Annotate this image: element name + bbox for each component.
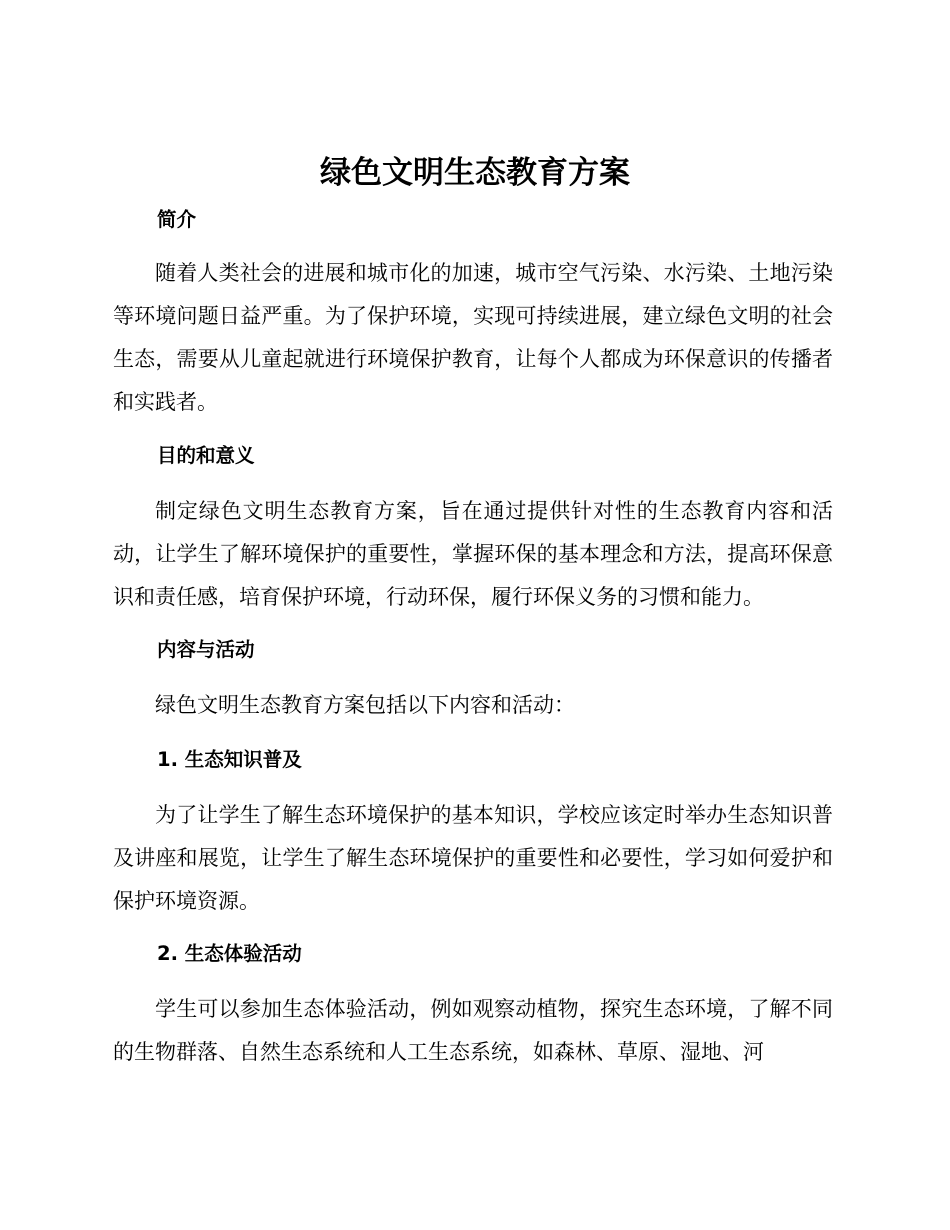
section-heading-experience: 2. 生态体验活动: [157, 942, 302, 965]
section-paragraph-intro: 随着人类社会的进展和城市化的加速，城市空气污染、水污染、土地污染等环境问题日益严重。为了保护环境，实现可持续进展，建立绿色文明的社会生态，需要从儿童起就进行环境保护教育，让每个人都成为环保意识的传播者和实践者。: [113, 261, 833, 414]
section-paragraph-content: 绿色文明生态教育方案包括以下内容和活动：: [155, 693, 575, 717]
section-heading-purpose: 目的和意义: [157, 444, 255, 467]
section-heading-knowledge: 1. 生态知识普及: [157, 748, 302, 771]
section-paragraph-purpose: 制定绿色文明生态教育方案，旨在通过提供针对性的生态教育内容和活动，让学生了解环境保护的重要性，掌握环保的基本理念和方法，提高环保意识和责任感，培育保护环境，行动环保，履行环保义务的习惯和能力。: [113, 499, 833, 609]
section-heading-content: 内容与活动: [157, 638, 255, 661]
section-heading-intro: 简介: [157, 208, 197, 231]
section-paragraph-experience: 学生可以参加生态体验活动，例如观察动植物，探究生态环境，了解不同的生物群落、自然生态系统和人工生态系统，如森林、草原、湿地、河: [113, 997, 833, 1064]
document-title: 绿色文明生态教育方案: [320, 155, 630, 191]
section-paragraph-knowledge: 为了让学生了解生态环境保护的基本知识，学校应该定时举办生态知识普及讲座和展览，让学生了解生态环境保护的重要性和必要性，学习如何爱护和保护环境资源。: [113, 803, 833, 913]
